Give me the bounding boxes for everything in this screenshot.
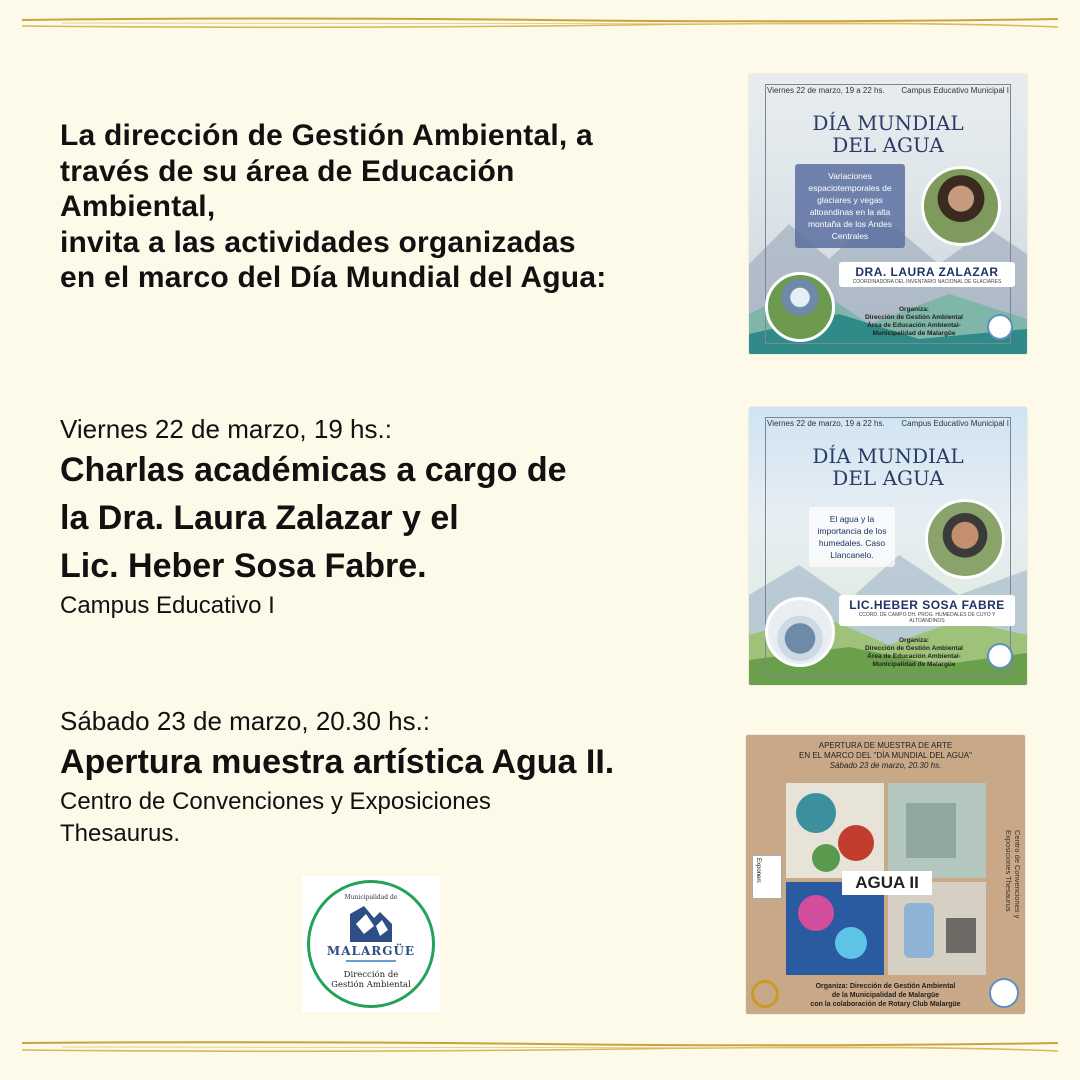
speaker-role: CCORD. DE CAMPO DH. PROG. HUMEDALES DE CUYO Y ALTOANDINOS [858,612,996,624]
flyer-laura-zalazar [749,74,1027,354]
flyer-title-line: DÍA MUNDIAL [812,111,964,135]
flyer-art-exhibition [746,735,1025,1014]
bottom-gold-border [22,1040,1058,1054]
municipality-logo-icon [989,978,1019,1008]
event-date: Sábado 23 de marzo, 20.30 hs.: [60,706,431,736]
logo-name: MALARGÜE [326,944,416,958]
speaker-name: DRA. LAURA ZALAZAR [855,265,999,279]
top-gold-border [22,16,1058,30]
event-date: Viernes 22 de marzo, 19 hs.: [60,414,392,444]
flyer-location: Campus Educativo Municipal I [901,86,1009,95]
flyer-topic: El agua y la importancia de los humedales. Caso Llancanelo. [809,507,895,567]
flyer-title-line: DÍA MUNDIAL [812,444,964,468]
flyer-location: Campus Educativo Municipal I [901,419,1009,428]
exhibitors-label [752,855,782,899]
org-line: Área de Educación Ambiental- [867,322,961,329]
flyer-organizer [841,637,987,669]
exhibition-label: AGUA II [842,871,932,895]
logo-subtitle [302,970,440,990]
event-academic-talks [60,412,710,622]
wetland-photo [765,597,835,667]
org-line: de la Municipalidad de Malargüe [831,992,940,999]
flyer-title-line: DEL AGUA [832,466,944,490]
intro-text [60,118,700,296]
municipality-logo-icon [987,643,1013,669]
landscape-photo [765,272,835,342]
flyer-header [767,419,1009,428]
headline-line: Apertura muestra artística Agua II. [60,743,615,781]
logo-subtitle-line: Gestión Ambiental [331,980,411,990]
org-line: Organiza: [899,637,929,644]
logo-small-text: Municipalidad de [344,894,398,901]
flyer-heber-sosa-fabre [749,407,1027,685]
municipality-logo-icon [987,314,1013,340]
speaker-photo [921,166,1001,246]
logo-divider [346,960,396,962]
flyer-organizer [841,306,987,338]
intro-line: través de su área de Educación [60,154,515,188]
flyer-header-line: Sábado 23 de marzo, 20.30 hs. [829,761,942,770]
org-line: Municipalidad de Malargüe [872,661,956,668]
speaker-name-card [839,262,1015,287]
venue-line: Campus Educativo I [60,592,275,619]
speaker-name-card [839,595,1015,626]
rotary-logo-icon [751,980,779,1008]
org-line: Organiza: [899,306,929,313]
event-headline [60,446,710,590]
flyer-header-line: EN EL MARCO DEL "DÍA MUNDIAL DEL AGUA" [799,751,972,760]
flyer-venue: Centro de Convenciones y Exposiciones Thesaurus [1004,830,1022,919]
flyer-date: Viernes 22 de marzo, 19 a 22 hs. [767,86,885,95]
org-line: Área de Educación Ambiental- [867,653,961,660]
intro-line: Ambiental, [60,190,216,223]
event-venue [60,786,710,850]
headline-line: Lic. Heber Sosa Fabre. [60,547,427,585]
event-venue [60,590,710,622]
flyer-date: Viernes 22 de marzo, 19 a 22 hs. [767,419,885,428]
speaker-name: LIC.HEBER SOSA FABRE [849,598,1005,612]
speaker-role: COORDINADORA DEL INVENTARIO NACIONAL DE GLACIARES [852,279,1002,285]
venue-line: Thesaurus. [60,820,181,847]
org-line: Dirección de Gestión Ambiental [864,314,963,321]
flyer-header [767,86,1009,95]
exhibitors-text: Exponen: [755,858,761,884]
venue-line: Centro de Convenciones y Exposiciones [60,788,491,815]
flyer-organizer [786,982,985,1009]
flyer-header [746,741,1025,771]
org-line: con la colaboración de Rotary Club Malargüe [810,1001,961,1008]
flyer-title-line: DEL AGUA [832,133,944,157]
intro-line: en el marco del Día Mundial del Agua: [60,261,607,294]
headline-line: la Dra. Laura Zalazar y el [60,499,459,537]
intro-line: invita a las actividades organizadas [60,225,576,259]
event-headline [60,738,710,786]
flyer-title [749,445,1027,489]
flyer-topic: Variaciones espaciotemporales de glaciares y vegas altoandinas en la alta montaña de los Andes Centrales [795,164,905,248]
org-line: Dirección de Gestión Ambiental [864,645,963,652]
logo-subtitle-line: Dirección de [343,970,399,980]
org-line: Municipalidad de Malargüe [872,330,956,337]
mountain-icon [350,904,392,942]
org-line: Organiza: Dirección de Gestión Ambiental [815,983,956,990]
event-art-exhibition [60,704,710,850]
speaker-photo [925,499,1005,579]
headline-line: Charlas académicas a cargo de [60,451,567,489]
flyer-header-line: APERTURA DE MUESTRA DE ARTE [818,741,953,750]
intro-line: La dirección de Gestión Ambiental, a [60,119,593,152]
municipality-logo [302,876,440,1012]
flyer-title [749,112,1027,156]
